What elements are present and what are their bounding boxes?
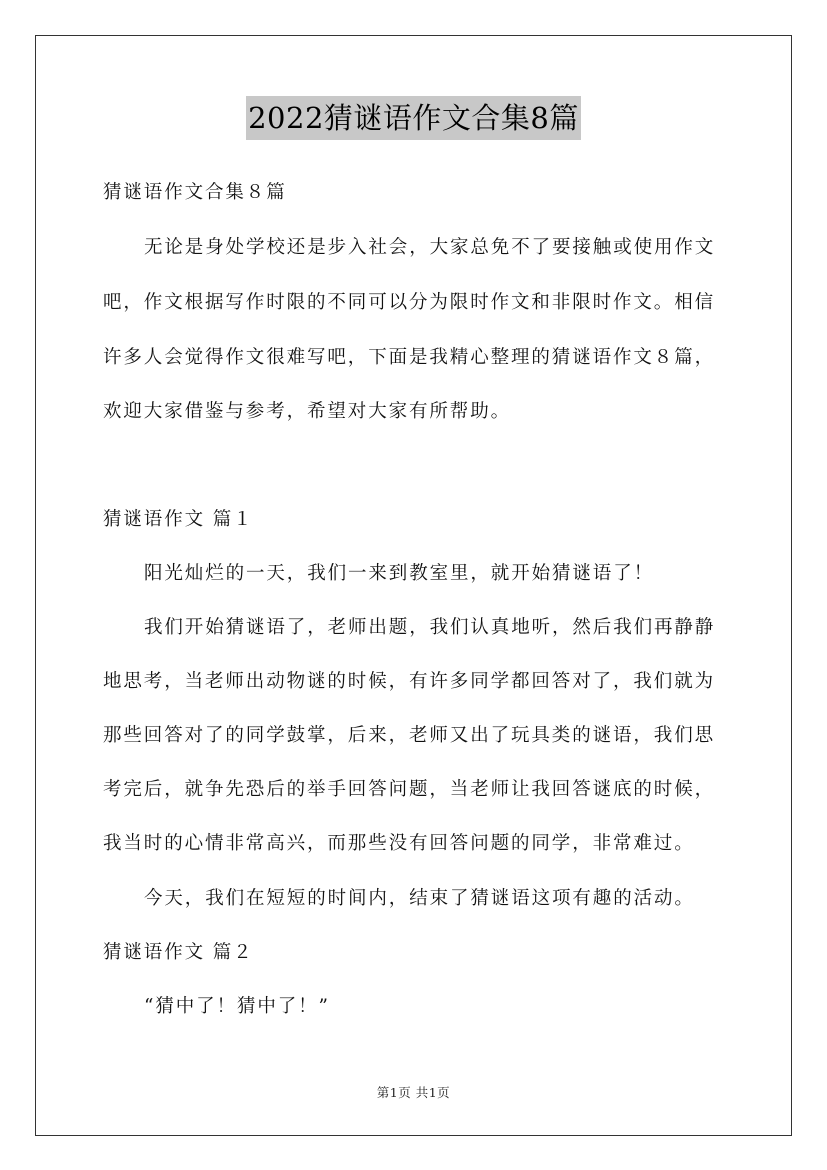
- intro-line: 吧，作文根据写作时限的不同可以分为限时作文和非限时作文。相信: [103, 292, 716, 313]
- paragraph-line: 地思考，当老师出动物谜的时候，有许多同学都回答对了，我们就为: [103, 671, 716, 692]
- paragraph-line: 我当时的心情非常高兴，而那些没有回答问题的同学，非常难过。: [103, 833, 695, 854]
- document-subtitle: 猜谜语作文合集８篇: [103, 182, 287, 203]
- intro-line: 无论是身处学校还是步入社会，大家总免不了要接触或使用作文: [144, 237, 716, 258]
- paragraph-line: 阳光灿烂的一天，我们一来到教室里，就开始猜谜语了！: [144, 563, 655, 584]
- paragraph-line: 那些回答对了的同学鼓掌，后来，老师又出了玩具类的谜语，我们思: [103, 725, 716, 746]
- intro-line: 许多人会觉得作文很难写吧，下面是我精心整理的猜谜语作文８篇，: [103, 347, 716, 368]
- paragraph-line: 我们开始猜谜语了，老师出题，我们认真地听，然后我们再静静: [144, 617, 716, 638]
- section-heading: 猜谜语作文 篇２: [103, 942, 254, 963]
- paragraph-line: 今天，我们在短短的时间内，结束了猜谜语这项有趣的活动。: [144, 888, 695, 909]
- paragraph-line: “猜中了！猜中了！”: [144, 996, 330, 1017]
- paragraph-line: 考完后，就争先恐后的举手回答问题，当老师让我回答谜底的时候，: [103, 779, 716, 800]
- page-footer: 第1页 共1页: [376, 1085, 451, 1100]
- title-container: [0, 96, 827, 140]
- intro-line: 欢迎大家借鉴与参考，希望对大家有所帮助。: [103, 401, 512, 422]
- section-heading: 猜谜语作文 篇１: [103, 509, 254, 530]
- document-title: 2022猜谜语作文合集8篇: [246, 96, 581, 140]
